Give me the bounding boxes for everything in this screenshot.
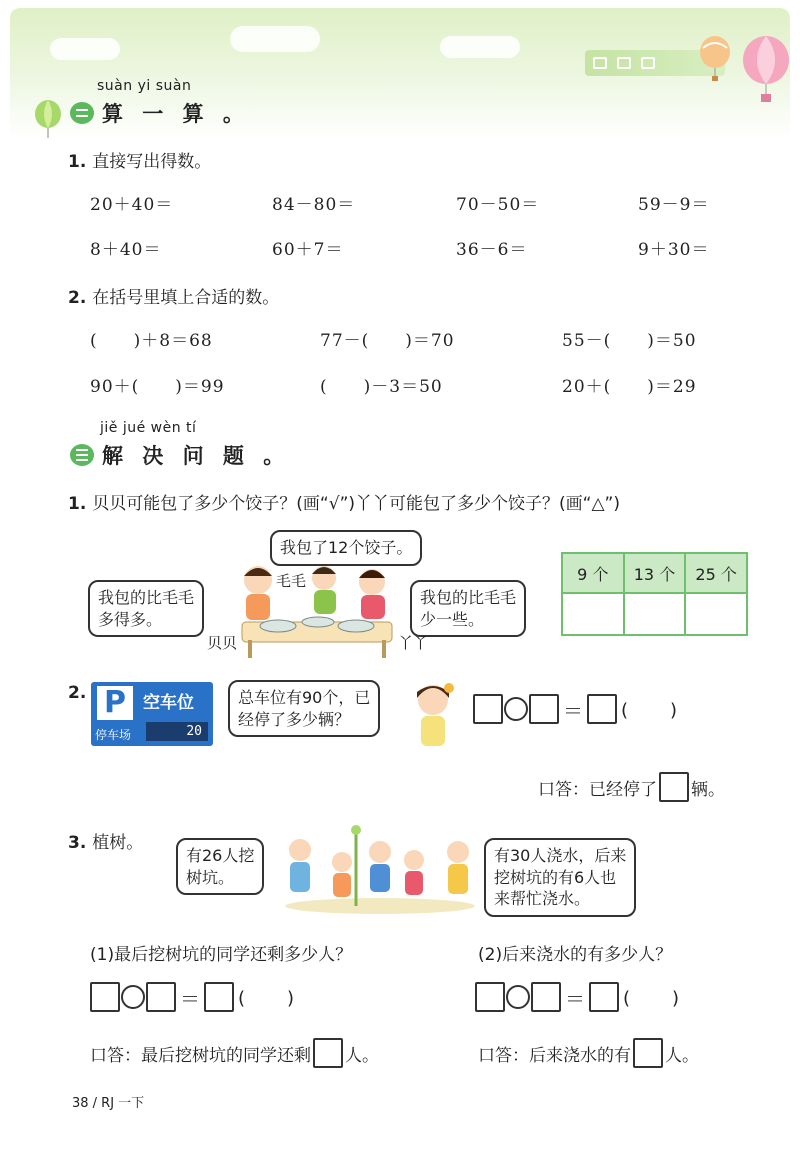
mark-cell[interactable] bbox=[624, 593, 686, 635]
answer-box[interactable] bbox=[90, 982, 120, 1012]
equation: 20＋40＝ bbox=[90, 195, 174, 215]
answer-box[interactable] bbox=[529, 694, 559, 724]
speech-bubble-yaya: 我包的比毛毛 少一些。 bbox=[410, 580, 526, 637]
mark-cell[interactable] bbox=[685, 593, 747, 635]
answer-box[interactable] bbox=[146, 982, 176, 1012]
speech-bubble-maomao: 我包了12个饺子。 bbox=[270, 530, 422, 566]
answer-box[interactable] bbox=[659, 772, 689, 802]
section-number-icon bbox=[70, 444, 94, 466]
equation-boxes[interactable]: ＝ ( ) bbox=[90, 982, 296, 1012]
section1-pinyin: suàn yi suàn bbox=[97, 78, 192, 94]
name-label-beibei: 贝贝 bbox=[207, 634, 238, 652]
parking-sign-subtitle: 停车场 bbox=[95, 728, 132, 742]
speech-bubble-dig: 有26人挖 树坑。 bbox=[176, 838, 264, 895]
girl-illustration bbox=[405, 680, 461, 750]
equation: 59－9＝ bbox=[638, 195, 710, 215]
question-number: 3. bbox=[68, 833, 87, 853]
option-cell: 13 个 bbox=[624, 553, 686, 593]
name-label-maomao: 毛毛 bbox=[276, 572, 307, 590]
question-text: 直接写出得数。 bbox=[92, 152, 212, 172]
fill-in-equation[interactable]: 20＋( )＝29 bbox=[562, 377, 697, 397]
question-text: 贝贝可能包了多少个饺子？(画“√”)丫丫可能包了多少个饺子？(画“△”) bbox=[92, 494, 620, 514]
answer-box[interactable] bbox=[473, 694, 503, 724]
subquestion-2: (2)后来浇水的有多少人？ bbox=[478, 945, 673, 965]
section2-heading bbox=[70, 440, 290, 470]
oral-answer: 口答：已经停了 辆。 bbox=[538, 772, 725, 802]
equation: 36－6＝ bbox=[456, 240, 528, 260]
equation: 70－50＝ bbox=[456, 195, 540, 215]
cloud-decoration bbox=[230, 26, 320, 52]
question-2 bbox=[68, 283, 279, 308]
answer-box[interactable] bbox=[313, 1038, 343, 1068]
question-text: 植树。 bbox=[92, 833, 144, 853]
balloon-icon bbox=[740, 36, 792, 104]
fill-in-equation[interactable]: ( )＋8＝68 bbox=[90, 331, 213, 351]
answer-box[interactable] bbox=[204, 982, 234, 1012]
parking-sign-title: 空车位 bbox=[143, 693, 194, 713]
answer-box[interactable] bbox=[587, 694, 617, 724]
speech-bubble-water: 有30人浇水，后来 挖树坑的有6人也 来帮忙浇水。 bbox=[484, 838, 636, 917]
equation: 60＋7＝ bbox=[272, 240, 344, 260]
section1-heading bbox=[70, 98, 250, 128]
subquestion-1: (1)最后挖树坑的同学还剩多少人？ bbox=[90, 945, 353, 965]
question-number: 1. bbox=[68, 152, 87, 172]
section2-title: 解 决 问 题 。 bbox=[102, 444, 291, 468]
tree-planting-illustration bbox=[280, 822, 480, 914]
operator-circle[interactable] bbox=[121, 985, 145, 1009]
question-text: 在括号里填上合适的数。 bbox=[92, 288, 280, 308]
problem-2 bbox=[68, 683, 92, 703]
balloon-icon bbox=[32, 100, 64, 140]
problem-3 bbox=[68, 828, 143, 853]
question-1 bbox=[68, 147, 211, 172]
option-cell: 25 个 bbox=[685, 553, 747, 593]
parking-sign bbox=[91, 682, 213, 746]
cloud-decoration bbox=[440, 36, 520, 58]
section-number-icon bbox=[70, 102, 94, 124]
cloud-decoration bbox=[50, 38, 120, 60]
parking-p-icon: P bbox=[97, 686, 133, 720]
unit-paren[interactable]: ( ) bbox=[621, 700, 680, 721]
children-dumpling-illustration bbox=[228, 560, 408, 660]
fill-in-equation[interactable]: 77－( )＝70 bbox=[320, 331, 455, 351]
question-number: 2. bbox=[68, 683, 87, 703]
answer-box[interactable] bbox=[633, 1038, 663, 1068]
operator-circle[interactable] bbox=[504, 697, 528, 721]
speech-bubble-beibei: 我包的比毛毛 多得多。 bbox=[88, 580, 204, 637]
unit-paren[interactable]: ( ) bbox=[623, 988, 682, 1009]
section2-pinyin: jiě jué wèn tí bbox=[100, 420, 197, 436]
page-footer: 38 / RJ 一下 bbox=[72, 1096, 145, 1111]
speech-bubble-parking: 总车位有90个，已 经停了多少辆？ bbox=[228, 680, 380, 737]
equation: 84－80＝ bbox=[272, 195, 356, 215]
equation-boxes[interactable]: ＝ ( ) bbox=[475, 982, 681, 1012]
answer-box[interactable] bbox=[531, 982, 561, 1012]
name-label-yaya: 丫丫 bbox=[398, 634, 429, 652]
answer-box[interactable] bbox=[475, 982, 505, 1012]
oral-answer: 口答：最后挖树坑的同学还剩 人。 bbox=[90, 1038, 379, 1068]
section1-title: 算 一 算 。 bbox=[102, 102, 250, 126]
oral-answer: 口答：后来浇水的有 人。 bbox=[478, 1038, 699, 1068]
problem-1 bbox=[68, 489, 620, 514]
equation: 8＋40＝ bbox=[90, 240, 162, 260]
fill-in-equation[interactable]: 55－( )＝50 bbox=[562, 331, 697, 351]
question-number: 2. bbox=[68, 288, 87, 308]
unit-paren[interactable]: ( ) bbox=[238, 988, 297, 1009]
equation-boxes[interactable]: ＝ ( ) bbox=[473, 694, 679, 724]
mark-cell[interactable] bbox=[562, 593, 624, 635]
answer-box[interactable] bbox=[589, 982, 619, 1012]
operator-circle[interactable] bbox=[506, 985, 530, 1009]
fill-in-equation[interactable]: 90＋( )＝99 bbox=[90, 377, 225, 397]
fill-in-equation[interactable]: ( )－3＝50 bbox=[320, 377, 443, 397]
option-cell: 9 个 bbox=[562, 553, 624, 593]
balloon-icon bbox=[697, 36, 733, 82]
options-table bbox=[561, 552, 748, 636]
parking-count-display: 20 bbox=[146, 722, 208, 741]
equation: 9＋30＝ bbox=[638, 240, 710, 260]
question-number: 1. bbox=[68, 494, 87, 514]
